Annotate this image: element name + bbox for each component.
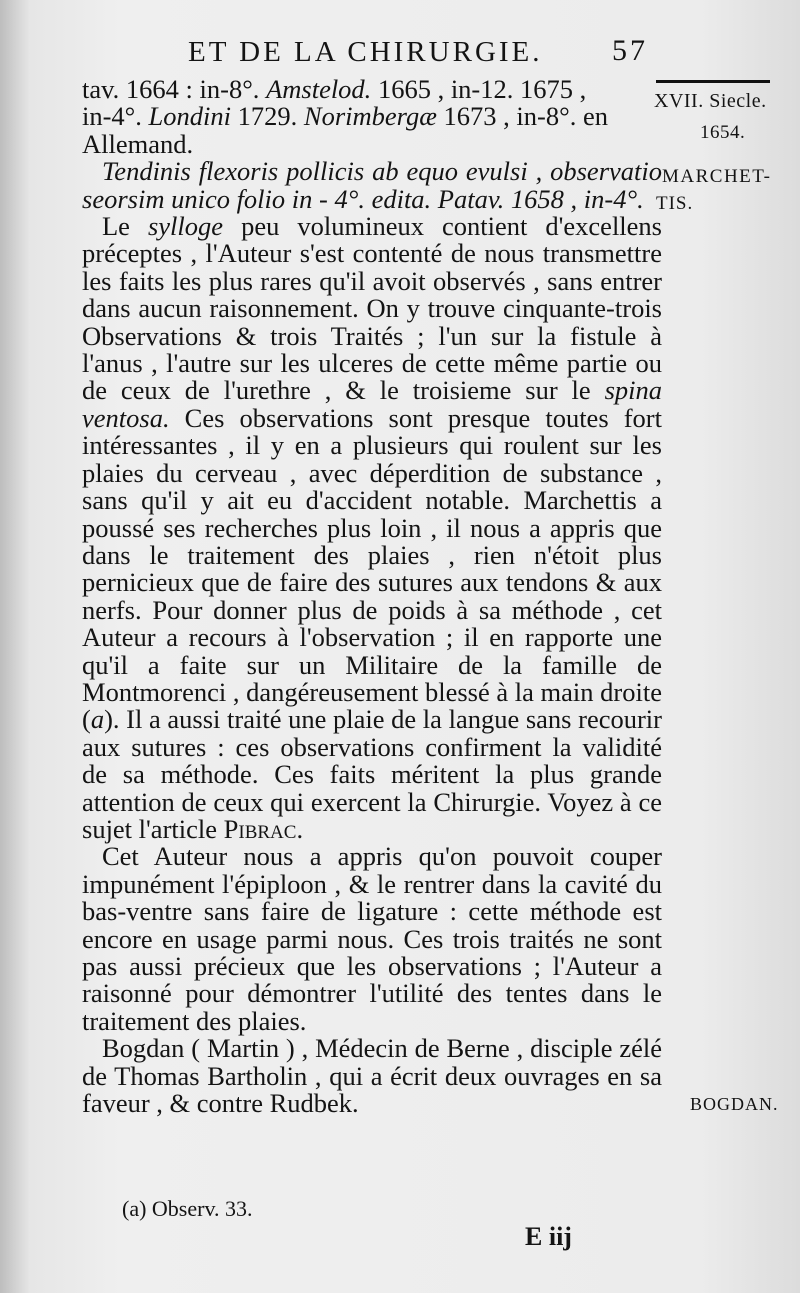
para-text: Ces observations sont presque toutes fort intéressantes , il y en a plusieurs qui roulent sur les plaies du cerveau , avec déperdition de substance , sans qu'il y ait eu d'accident notable. Marchettis a poussé ses recherches plus loin , il nous a appris que dans le traitement des plaies , rien n'étoit plus pernicieux que de faire des sutures aux tendons & aux nerfs. Pour donner plus de poids à sa méthode , cet Auteur a recours à l'observation ; il en rapporte une qu'il a faite sur un Militaire de la famille de Montmorenci , dangéreusement blessé à la main droite (	[82, 402, 662, 735]
para-text: Le	[102, 211, 148, 242]
page-header	[180, 36, 680, 76]
signature-mark: E iij	[525, 1222, 572, 1251]
para-italic: spina ventosa.	[82, 375, 662, 433]
ref-place: Norimbergæ	[303, 101, 437, 132]
para-text: ). Il a aussi traité une plaie de la langue sans recourir aux sutures : ces observations confirment la validité de sa méthode. Ces faits méritent la plus grande attention de ceux qui exercent la Chirurgie. Voyez à ce sujet l'article	[82, 704, 662, 844]
footnote: (a) Observ. 33.	[122, 1196, 253, 1221]
paragraph-epiploon: Cet Auteur nous a appris qu'on pouvoit couper impunément l'épiploon , & le rentrer dans la cavité du bas-ventre sans faire de ligature : cette méthode est encore en usage parmi nous. Ces trois traités ne sont pas aussi précieux que les observations ; l'Auteur a raisonné pour démontrer l'utilité des tentes dans le traitement des plaies.	[82, 841, 662, 1036]
ref-text: in-4°.	[82, 101, 149, 132]
work-title-tendinis: Tendinis flexoris pollicis ab equo evulsi , observatio seorsim unico folio in - 4°. edita. Patav. 1658 , in-4°.	[82, 156, 662, 214]
margin-author-bogdan: BOGDAN.	[690, 1094, 779, 1114]
ref-text: Allemand.	[82, 128, 194, 159]
ref-text: 1729.	[231, 101, 304, 132]
body-text	[82, 76, 662, 1117]
reference-editions	[82, 76, 662, 158]
running-title: ET DE LA CHIRURGIE.	[188, 36, 543, 68]
footnote-marker: a	[90, 704, 105, 735]
margin-author-marchettis-1: MARCHET-	[662, 166, 772, 187]
ref-text: 1665 , in-12. 1675 ,	[371, 74, 587, 104]
page-number: 57	[612, 34, 648, 67]
ref-place: Amstelod.	[266, 74, 372, 104]
paragraph-bogdan: Bogdan ( Martin ) , Médecin de Berne , disciple zélé de Thomas Bartholin , qui a écrit deux ouvrages en sa faveur , & contre Rudbek.	[82, 1033, 662, 1119]
ref-text: tav. 1664 : in-8°.	[82, 74, 267, 104]
ref-text: 1673 , in-8°. en	[436, 101, 608, 132]
para-text: peu volumineux contient d'excellens préceptes , l'Auteur s'est contenté de nous transmettre les faits les plus rares qu'il avoit observés , sans entrer dans aucun raisonnement. On y trouve cinquante-trois Observations & trois Traités ; l'un sur la fistule à l'anus , l'autre sur les ulceres de cette même partie ou de ceux de l'urethre , & le troisieme sur le	[82, 211, 662, 406]
margin-author-marchettis-2: TIS.	[656, 193, 694, 214]
para-italic: sylloge	[147, 211, 224, 242]
margin-century: XVII. Siecle.	[654, 90, 767, 112]
cross-reference: Pibrac.	[223, 813, 304, 844]
margin-year: 1654.	[700, 122, 746, 143]
ref-place: Londini	[148, 101, 232, 132]
paragraph-sylloge	[82, 213, 662, 843]
margin-rule	[656, 80, 770, 83]
